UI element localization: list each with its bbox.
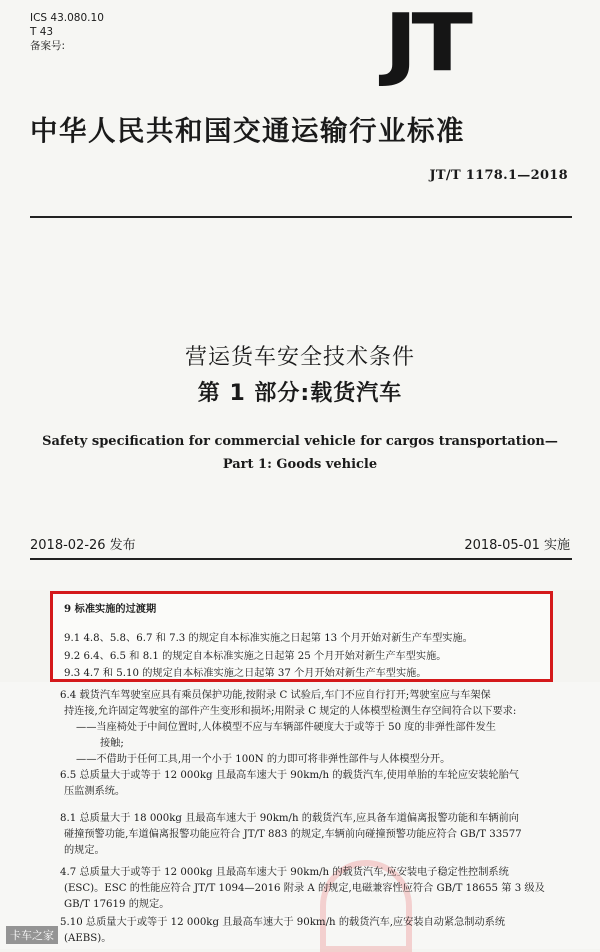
clause-4-7: (ESC)。ESC 的性能应符合 JT/T 1094—2016 附录 A 的规定,电磁兼容性应符合 GB/T 18655 第 3 级及: [64, 883, 545, 894]
ics-code: ICS 43.080.10: [30, 12, 104, 24]
category-code: T 43: [30, 26, 54, 38]
clause-6-5: 压监测系统。: [64, 786, 126, 797]
transition-heading: 9 标准实施的过渡期: [64, 603, 157, 615]
transition-item: 9.2 6.4、6.5 和 8.1 的规定自本标准实施之日起第 25 个月开始对新生产车型实施。: [64, 651, 447, 662]
clause-8-1: 碰撞预警功能,车道偏离报警功能应符合 JT/T 883 的规定,车辆前向碰撞预警功能应符合 GB/T 33577: [64, 829, 522, 840]
standard-number: JT/T 1178.1—2018: [429, 168, 568, 183]
organization-title: 中华人民共和国交通运输行业标准: [30, 115, 465, 147]
date-rule: [30, 558, 572, 560]
clause-8-1: 的规定。: [64, 845, 105, 856]
header-rule: [30, 216, 572, 218]
clause-6-4: 持连接,允许固定驾驶室的部件产生变形和损坏;用附录 C 规定的人体模型检测生存空间符合以下要求:: [64, 706, 517, 717]
clause-6-4: ——不借助于任何工具,用一个小于 100N 的力即可将非弹性部件与人体模型分开。: [76, 754, 451, 765]
clause-6-4: 接触;: [100, 738, 124, 749]
transition-item: 9.3 4.7 和 5.10 的规定自本标准实施之日起第 37 个月开始对新生产车型实施。: [64, 668, 427, 679]
clause-6-4: ——当座椅处于中间位置时,人体模型不应与车辆部件硬度大于或等于 50 度的非弹性部件发生: [76, 722, 496, 733]
title-en-line1: Safety specification for commercial vehicle for cargos transportation—: [42, 434, 558, 449]
clause-5-10: (AEBS)。: [64, 933, 112, 944]
transition-item: 9.1 4.8、5.8、6.7 和 7.3 的规定自本标准实施之日起第 13 个月开始对新生产车型实施。: [64, 633, 473, 644]
clause-4-7: GB/T 17619 的规定。: [64, 899, 170, 910]
clause-6-4: 6.4 载货汽车驾驶室应具有乘员保护功能,按附录 C 试验后,车门不应自行打开;驾驶室应与车架保: [60, 690, 491, 701]
title-en-line2: Part 1: Goods vehicle: [222, 457, 378, 472]
clause-6-5: 6.5 总质量大于或等于 12 000kg 且最高车速大于 90km/h 的载货汽车,使用单胎的车轮应安装轮胎气: [60, 770, 519, 781]
title-zh-line2: 第 1 部分:载货汽车: [197, 381, 403, 406]
jt-logo: JT: [384, 0, 467, 90]
implement-date: 2018-05-01 实施: [464, 538, 570, 553]
record-number-label: 备案号:: [30, 40, 66, 52]
clause-4-7: 4.7 总质量大于或等于 12 000kg 且最高车速大于 90km/h 的载货汽车,应安装电子稳定性控制系统: [60, 867, 509, 878]
publish-date: 2018-02-26 发布: [30, 538, 136, 553]
title-zh-line1: 营运货车安全技术条件: [184, 345, 415, 370]
watermark-label: 卡车之家: [6, 926, 58, 944]
clause-5-10: 5.10 总质量大于或等于 12 000kg 且最高车速大于 90km/h 的载货汽车,应安装自动紧急制动系统: [60, 917, 506, 928]
clause-8-1: 8.1 总质量大于 18 000kg 且最高车速大于 90km/h 的载货汽车,应具备车道偏离报警功能和车辆前向: [60, 813, 519, 824]
